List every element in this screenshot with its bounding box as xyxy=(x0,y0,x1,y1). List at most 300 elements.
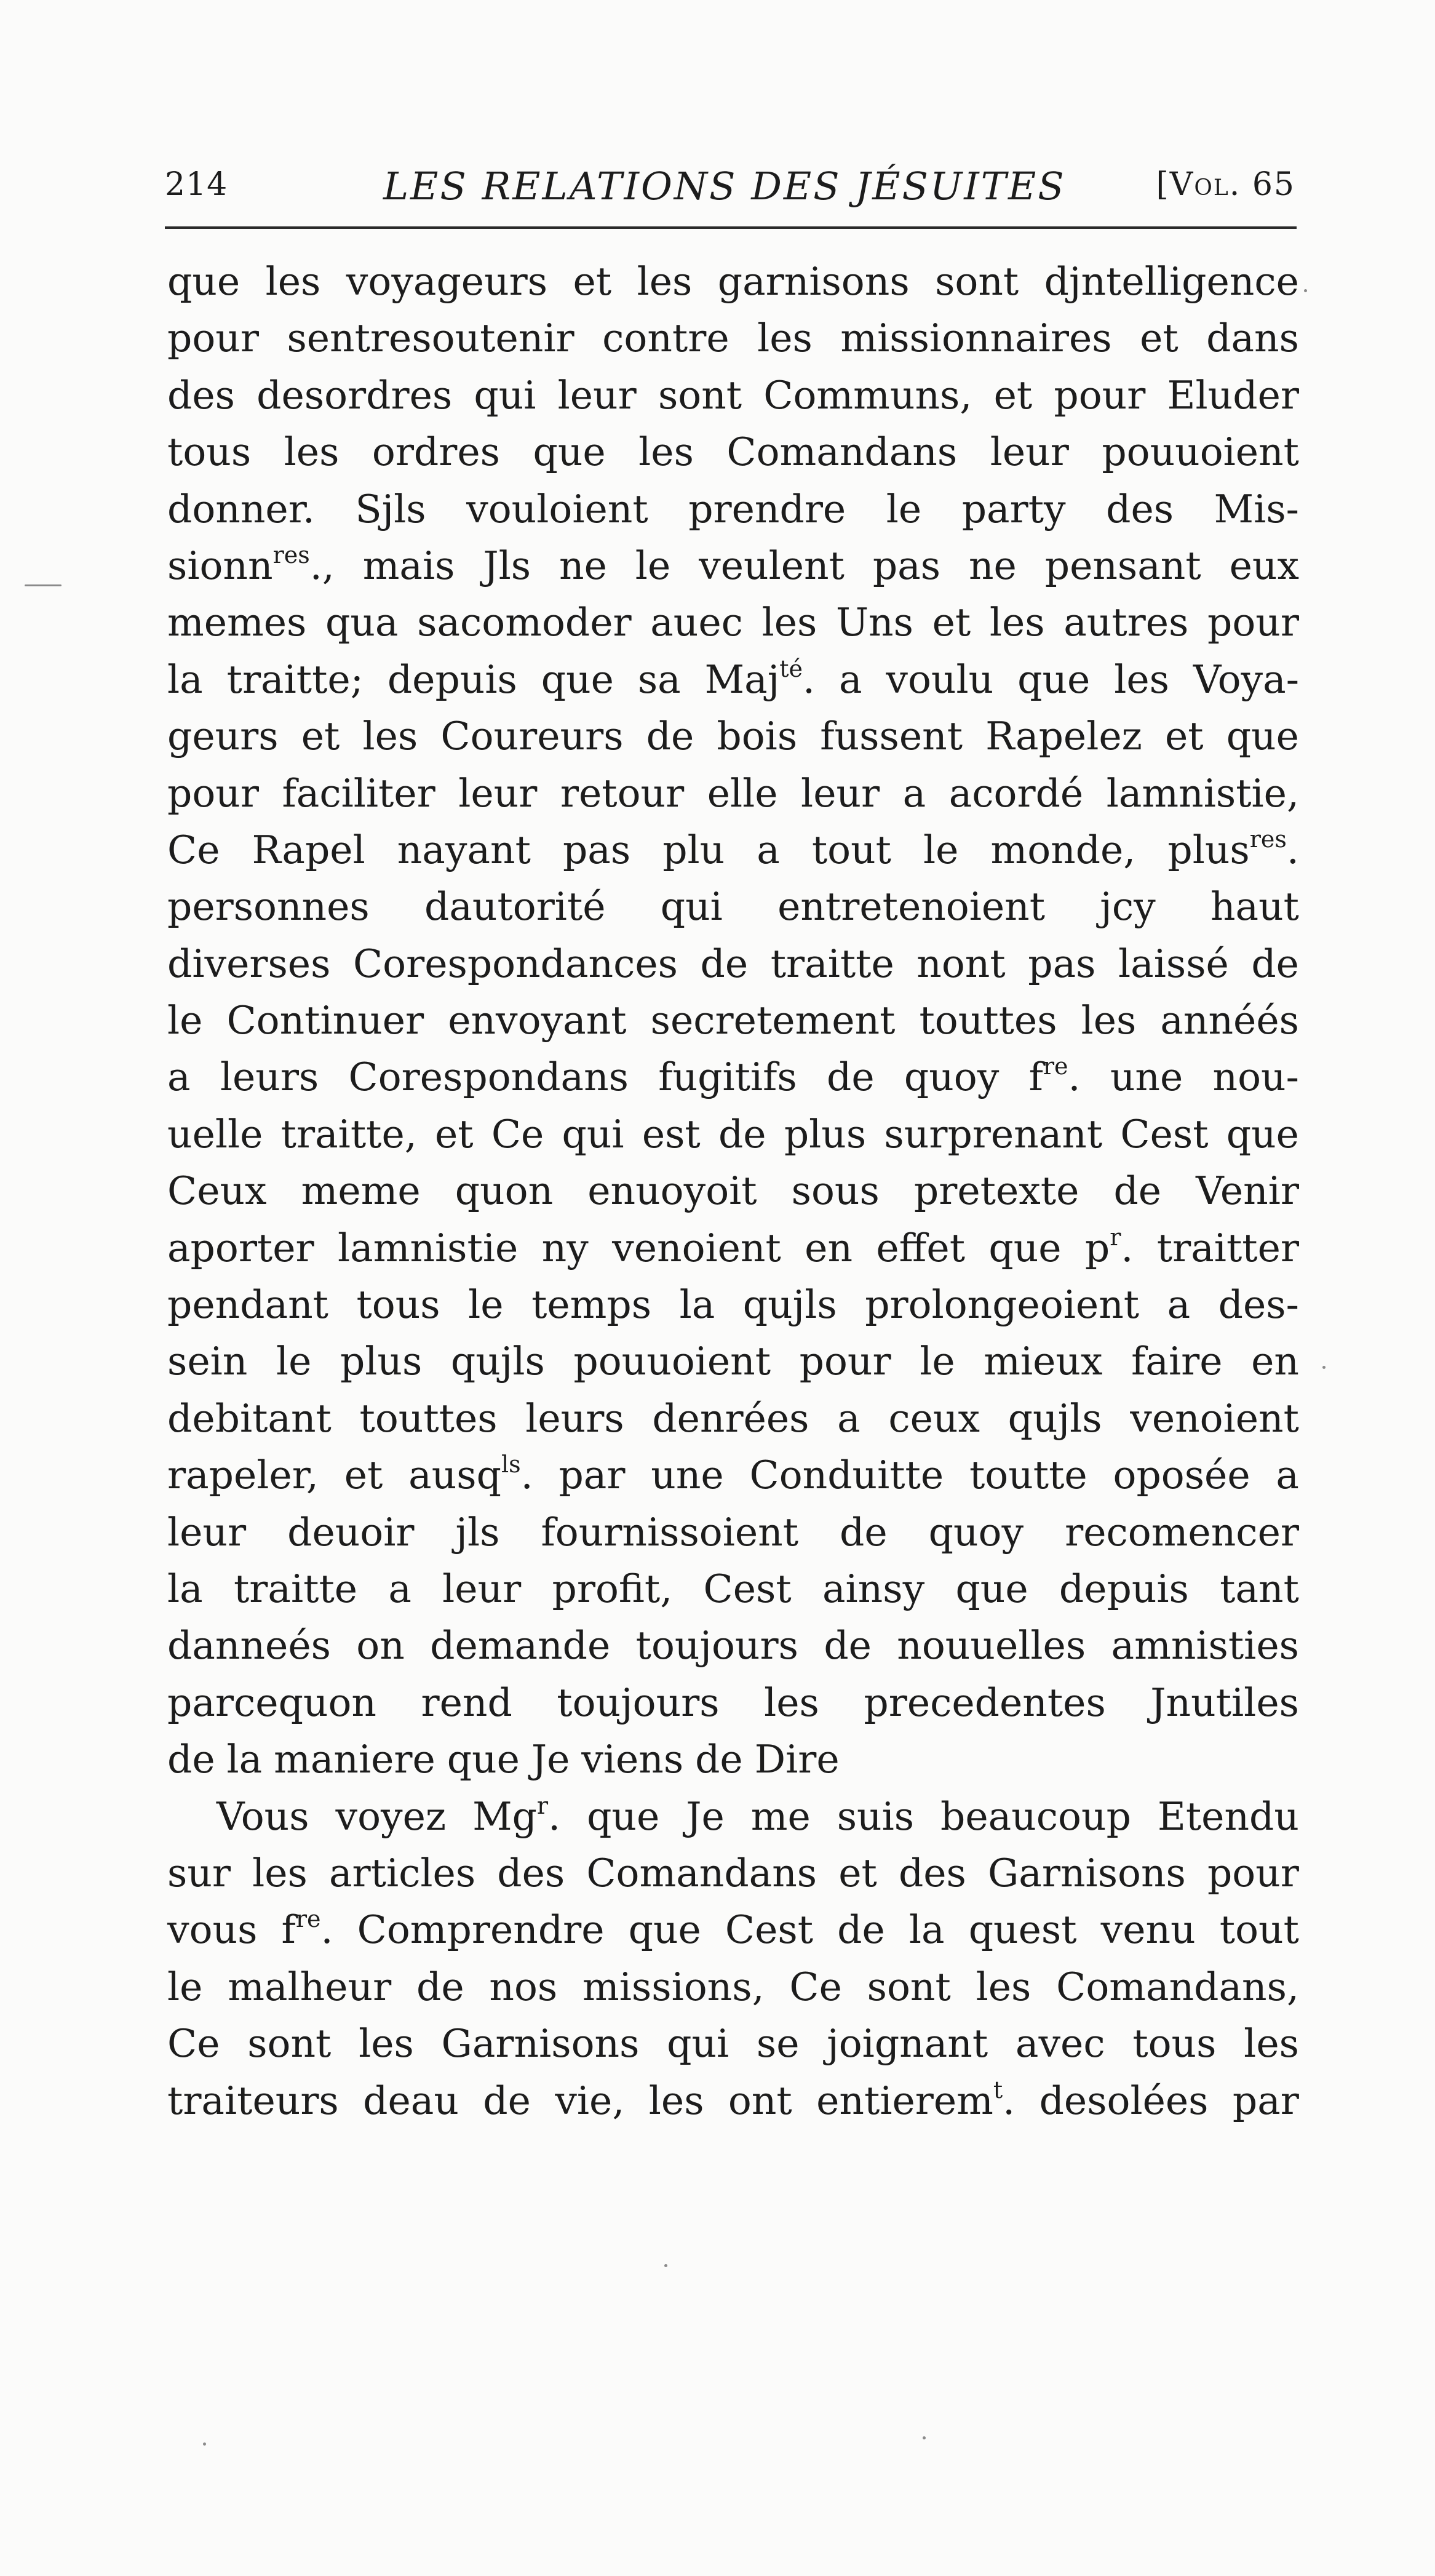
word: uelle xyxy=(167,1111,263,1157)
word: est xyxy=(642,1111,701,1157)
word: leur xyxy=(801,770,880,816)
text-line xyxy=(167,1220,1299,1277)
word: de xyxy=(483,2078,531,2123)
word: tous xyxy=(1132,2021,1217,2067)
word: toujours xyxy=(557,1680,720,1725)
word: et xyxy=(932,600,971,645)
word: nouuelles xyxy=(897,1623,1086,1669)
word: sont xyxy=(935,259,1019,304)
word: a xyxy=(838,656,862,702)
word: la xyxy=(908,1907,945,1953)
word: leur xyxy=(990,429,1069,475)
word: veulent xyxy=(699,543,845,588)
word: tant xyxy=(1220,1566,1299,1611)
word: demande xyxy=(430,1623,611,1669)
word: venu xyxy=(1100,1907,1196,1953)
scan-speck xyxy=(203,2442,206,2446)
word: me xyxy=(750,1793,811,1839)
word: des xyxy=(1106,486,1174,532)
word: denrées xyxy=(652,1395,809,1441)
word: jcy xyxy=(1100,884,1156,930)
word: a xyxy=(1276,1453,1299,1498)
word: que xyxy=(587,1793,660,1839)
word: a xyxy=(902,770,926,816)
word: meme xyxy=(301,1168,421,1214)
word: memes xyxy=(167,600,307,645)
word: Mg$^r$. xyxy=(472,1792,561,1839)
text-line xyxy=(167,1163,1299,1219)
word: qui xyxy=(660,884,723,930)
word: de xyxy=(718,1111,766,1157)
word: les xyxy=(764,1680,819,1725)
scan-speck xyxy=(1304,289,1307,292)
text-line xyxy=(167,936,1299,992)
header-rule xyxy=(165,226,1297,229)
word: suis xyxy=(837,1793,915,1839)
word: les xyxy=(976,1964,1032,2009)
word: sous xyxy=(791,1168,880,1214)
word: de xyxy=(837,1907,885,1953)
word: ordres xyxy=(372,429,500,475)
word: acordé xyxy=(948,770,1084,816)
word: qui xyxy=(562,1111,624,1157)
word: desordres xyxy=(256,372,453,418)
word: les xyxy=(648,2078,704,2123)
word: fussent xyxy=(820,714,963,759)
text-line xyxy=(167,1333,1299,1390)
word: prolongeoient xyxy=(865,1282,1140,1328)
word: de xyxy=(695,1737,743,1782)
word: Sjls xyxy=(355,486,426,532)
word: depuis xyxy=(1059,1566,1189,1611)
word: Je xyxy=(531,1737,570,1782)
word: pas xyxy=(1028,941,1096,986)
word: et xyxy=(1140,316,1179,361)
word: Coureurs xyxy=(440,714,624,759)
word: de xyxy=(646,714,694,759)
word: que xyxy=(533,429,606,475)
word: les xyxy=(1244,2021,1299,2067)
text-line xyxy=(167,879,1299,935)
word: sur xyxy=(167,1850,231,1896)
word: traitte; xyxy=(226,656,364,702)
word: Eluder xyxy=(1167,372,1299,418)
word: lamnistie, xyxy=(1106,770,1299,816)
word: tous xyxy=(356,1282,440,1328)
word: ne xyxy=(559,543,607,588)
word: pouuoient xyxy=(1102,429,1299,475)
word: ont xyxy=(728,2078,792,2123)
word: Je xyxy=(686,1793,725,1839)
text-line xyxy=(167,310,1299,367)
word: et xyxy=(838,1850,877,1896)
word: beaucoup xyxy=(940,1793,1131,1839)
word: Maj$^{té}$. xyxy=(704,655,816,702)
text-line xyxy=(167,1845,1299,1902)
word: surprenant xyxy=(884,1111,1103,1157)
word: Ce xyxy=(167,2021,220,2067)
word: diverses xyxy=(167,941,331,986)
word: qui xyxy=(474,372,536,418)
word: faciliter xyxy=(282,770,435,816)
word: plus xyxy=(784,1111,867,1157)
word: que xyxy=(1226,1111,1299,1157)
word: sacomoder xyxy=(417,600,632,645)
word: les xyxy=(638,429,694,475)
word: les xyxy=(284,429,340,475)
word: et xyxy=(993,372,1033,418)
word: que xyxy=(1017,656,1091,702)
word: le xyxy=(920,1339,955,1384)
word: les xyxy=(265,259,321,304)
word: toujours xyxy=(635,1623,798,1669)
word: quoy xyxy=(928,1509,1024,1555)
word: la xyxy=(679,1282,715,1328)
word: de xyxy=(1113,1168,1162,1214)
word: de xyxy=(840,1509,888,1555)
word: par xyxy=(558,1453,626,1498)
word: en xyxy=(805,1225,853,1270)
word: Continuer xyxy=(226,998,424,1043)
word: secretement xyxy=(650,998,896,1043)
word: desolées xyxy=(1039,2078,1209,2123)
body-text xyxy=(167,253,1299,2129)
running-title: LES RELATIONS DES JÉSUITES xyxy=(383,164,1066,209)
word: la xyxy=(167,1566,203,1611)
word: garnisons xyxy=(717,259,910,304)
text-line xyxy=(167,765,1299,822)
word: a xyxy=(757,827,780,872)
word: Ce xyxy=(491,1111,544,1157)
word: de xyxy=(167,1737,215,1782)
word: dautorité xyxy=(424,884,606,930)
word: qujls xyxy=(742,1282,837,1328)
word: donner. xyxy=(167,486,315,532)
word: enuoyoit xyxy=(587,1168,757,1214)
word: entretenoient xyxy=(777,884,1046,930)
word: a xyxy=(837,1395,861,1441)
word: a xyxy=(1167,1282,1191,1328)
word: monde, xyxy=(990,827,1136,872)
word: que xyxy=(628,1907,701,1953)
scan-speck xyxy=(664,2264,667,2267)
word: les xyxy=(761,600,817,645)
word: traitte xyxy=(770,941,894,986)
text-line xyxy=(167,1675,1299,1731)
word: elle xyxy=(707,770,778,816)
word: Garnisons xyxy=(987,1850,1186,1896)
word: Corespondances xyxy=(352,941,678,986)
word: sa xyxy=(637,656,681,702)
word: Corespondans xyxy=(348,1055,629,1100)
word: que xyxy=(447,1737,520,1782)
word: $f^{re}$. xyxy=(1028,1053,1081,1100)
word: missions, xyxy=(582,1964,765,2009)
word: quoy xyxy=(904,1055,1000,1100)
word: Mis- xyxy=(1214,486,1299,532)
word: danneés xyxy=(167,1623,331,1669)
word: leur xyxy=(557,372,637,418)
word: voulu xyxy=(886,656,994,702)
word: traitte, xyxy=(280,1111,417,1157)
word: le xyxy=(923,827,959,872)
word: quon xyxy=(455,1168,554,1214)
word: vie, xyxy=(555,2078,625,2123)
word: les xyxy=(362,714,418,759)
text-line xyxy=(167,2016,1299,2072)
word: la xyxy=(167,656,203,702)
word: des- xyxy=(1218,1282,1299,1328)
text-line xyxy=(167,1959,1299,2016)
word: Ce xyxy=(167,827,220,872)
word: mais xyxy=(362,543,455,588)
word: maniere xyxy=(274,1737,435,1782)
word: plu xyxy=(662,827,725,872)
word: le xyxy=(276,1339,312,1384)
word: personnes xyxy=(167,884,370,930)
word: sont xyxy=(247,2021,332,2067)
word: leurs xyxy=(525,1395,624,1441)
word: pour xyxy=(1207,1850,1299,1896)
word: amnisties xyxy=(1111,1623,1299,1669)
word: contre xyxy=(602,316,729,361)
word: effet xyxy=(876,1225,966,1270)
word: $p^r$. xyxy=(1084,1223,1134,1270)
word: retour xyxy=(560,770,685,816)
word: prendre xyxy=(688,486,846,532)
word: une xyxy=(1110,1055,1183,1100)
word: entierem$^t$. xyxy=(816,2076,1016,2123)
word: Ceux xyxy=(167,1168,267,1214)
word: une xyxy=(651,1453,724,1498)
word: quest xyxy=(968,1907,1077,1953)
word: ne xyxy=(968,543,1017,588)
word: party xyxy=(961,486,1066,532)
word: qujls xyxy=(450,1339,545,1384)
word: pour xyxy=(1207,600,1299,645)
word: Venir xyxy=(1196,1168,1299,1214)
word: les xyxy=(359,2021,414,2067)
word: Comandans xyxy=(726,429,958,475)
text-line xyxy=(167,1561,1299,1617)
word: Rapel xyxy=(252,827,365,872)
word: de xyxy=(416,1964,464,2009)
word: Cest xyxy=(703,1566,792,1611)
word: tout xyxy=(811,827,891,872)
word: avec xyxy=(1015,2021,1105,2067)
text-line xyxy=(167,253,1299,310)
scan-speck xyxy=(25,584,62,586)
word: venoient xyxy=(612,1225,781,1270)
word: les xyxy=(757,316,813,361)
word: malheur xyxy=(228,1964,392,2009)
word: profit, xyxy=(552,1566,673,1611)
word: de xyxy=(824,1623,872,1669)
page-number: 214 xyxy=(165,166,228,203)
text-line xyxy=(167,1106,1299,1163)
word: Cest xyxy=(725,1907,814,1953)
word: pas xyxy=(872,543,941,588)
word: temps xyxy=(531,1282,652,1328)
text-line xyxy=(167,1504,1299,1561)
word: a xyxy=(167,1055,191,1100)
word: eux xyxy=(1229,543,1299,588)
word: Uns xyxy=(835,600,913,645)
word: Jls xyxy=(483,543,531,588)
text-line xyxy=(167,822,1299,879)
word: tous xyxy=(167,429,252,475)
word: venoient xyxy=(1130,1395,1299,1441)
word: les xyxy=(1081,998,1137,1043)
word: haut xyxy=(1210,884,1299,930)
word: fugitifs xyxy=(658,1055,797,1100)
word: a xyxy=(388,1566,411,1611)
text-line xyxy=(167,652,1299,708)
word: leurs xyxy=(220,1055,319,1100)
word: precedentes xyxy=(864,1680,1106,1725)
word: Ce xyxy=(789,1964,842,2009)
text-line xyxy=(167,367,1299,424)
word: de xyxy=(827,1055,875,1100)
word: bois xyxy=(717,714,798,759)
word: le xyxy=(635,543,671,588)
word: $f^{re}$. xyxy=(281,1905,333,1953)
word: vouloient xyxy=(466,486,648,532)
word: auec xyxy=(650,600,743,645)
word: ainsy xyxy=(822,1566,925,1611)
page-header xyxy=(165,166,1295,215)
word: les xyxy=(637,259,693,304)
text-line xyxy=(167,481,1299,538)
word: parcequon xyxy=(167,1680,376,1725)
word: djntelligence xyxy=(1044,259,1299,304)
word: on xyxy=(356,1623,405,1669)
word: Comprendre xyxy=(357,1907,605,1953)
scan-speck xyxy=(923,2436,926,2439)
word: le xyxy=(167,1964,203,2009)
word: mieux xyxy=(984,1339,1103,1384)
word: en xyxy=(1251,1339,1299,1384)
word: fournissoient xyxy=(541,1509,799,1555)
word: le xyxy=(468,1282,504,1328)
word: Comandans xyxy=(586,1850,817,1896)
word: se xyxy=(756,2021,800,2067)
word: qujls xyxy=(1008,1395,1102,1441)
word: le xyxy=(167,998,203,1043)
word: ny xyxy=(541,1225,589,1270)
word: et xyxy=(434,1111,474,1157)
word: sont xyxy=(867,1964,951,2009)
word: deau xyxy=(363,2078,459,2123)
word: par xyxy=(1232,2078,1299,2123)
word: Vous xyxy=(217,1793,309,1839)
word: et xyxy=(1164,714,1204,759)
word: pendant xyxy=(167,1282,328,1328)
text-line xyxy=(167,1902,1299,1958)
word: depuis xyxy=(387,656,517,702)
word: plus$^{res}$. xyxy=(1167,825,1299,872)
word: les xyxy=(989,600,1045,645)
word: pas xyxy=(562,827,631,872)
word: lamnistie xyxy=(338,1225,519,1270)
word: leur xyxy=(167,1509,247,1555)
word: que xyxy=(1226,714,1299,759)
word: Conduitte xyxy=(749,1453,944,1498)
word: missionnaires xyxy=(840,316,1112,361)
word: la xyxy=(226,1737,263,1782)
word: de xyxy=(700,941,749,986)
text-line xyxy=(167,424,1299,481)
word: tout xyxy=(1219,1907,1299,1953)
word: nos xyxy=(489,1964,558,2009)
word: ceux xyxy=(888,1395,980,1441)
text-line xyxy=(167,2073,1299,2129)
word: debitant xyxy=(167,1395,332,1441)
word: recomencer xyxy=(1065,1509,1299,1555)
word: annéés xyxy=(1160,998,1299,1043)
word: rend xyxy=(421,1680,512,1725)
word: plus xyxy=(340,1339,423,1384)
word: Rapelez xyxy=(985,714,1142,759)
word: Cest xyxy=(1120,1111,1209,1157)
word: touttes xyxy=(919,998,1057,1043)
word: et xyxy=(344,1453,383,1498)
word: pour xyxy=(167,770,259,816)
word: rapeler, xyxy=(167,1453,319,1498)
word: touttes xyxy=(359,1395,498,1441)
word: les xyxy=(1114,656,1169,702)
word: Voya- xyxy=(1193,656,1299,702)
word: aporter xyxy=(167,1225,314,1270)
word: envoyant xyxy=(448,998,627,1043)
text-line xyxy=(167,538,1299,594)
word: oposée xyxy=(1113,1453,1250,1498)
word: pretexte xyxy=(913,1168,1079,1214)
word: Comandans, xyxy=(1056,1964,1299,2009)
word: qua xyxy=(325,600,399,645)
word: que xyxy=(167,259,240,304)
text-line xyxy=(167,1731,1299,1788)
scan-speck xyxy=(1322,1366,1326,1369)
word: sont xyxy=(658,372,742,418)
word: joignant xyxy=(827,2021,988,2067)
text-line xyxy=(167,708,1299,765)
word: nou- xyxy=(1212,1055,1299,1100)
word: que xyxy=(955,1566,1028,1611)
word: les xyxy=(252,1850,308,1896)
word: voyageurs xyxy=(346,259,548,304)
word: toutte xyxy=(969,1453,1087,1498)
word: leur xyxy=(442,1566,522,1611)
word: vous xyxy=(167,1907,258,1953)
word: leur xyxy=(458,770,538,816)
word: des xyxy=(898,1850,966,1896)
word: Dire xyxy=(754,1737,840,1782)
word: traiteurs xyxy=(167,2078,339,2123)
word: Etendu xyxy=(1157,1793,1299,1839)
text-line xyxy=(167,1277,1299,1333)
word: nayant xyxy=(397,827,531,872)
word: pour xyxy=(1054,372,1146,418)
word: pensant xyxy=(1044,543,1201,588)
word: Garnisons xyxy=(441,2021,640,2067)
text-line xyxy=(167,1390,1299,1447)
word: des xyxy=(497,1850,565,1896)
word: et xyxy=(301,714,340,759)
word: que xyxy=(988,1225,1062,1270)
word: pour xyxy=(799,1339,891,1384)
word: Communs, xyxy=(763,372,972,418)
